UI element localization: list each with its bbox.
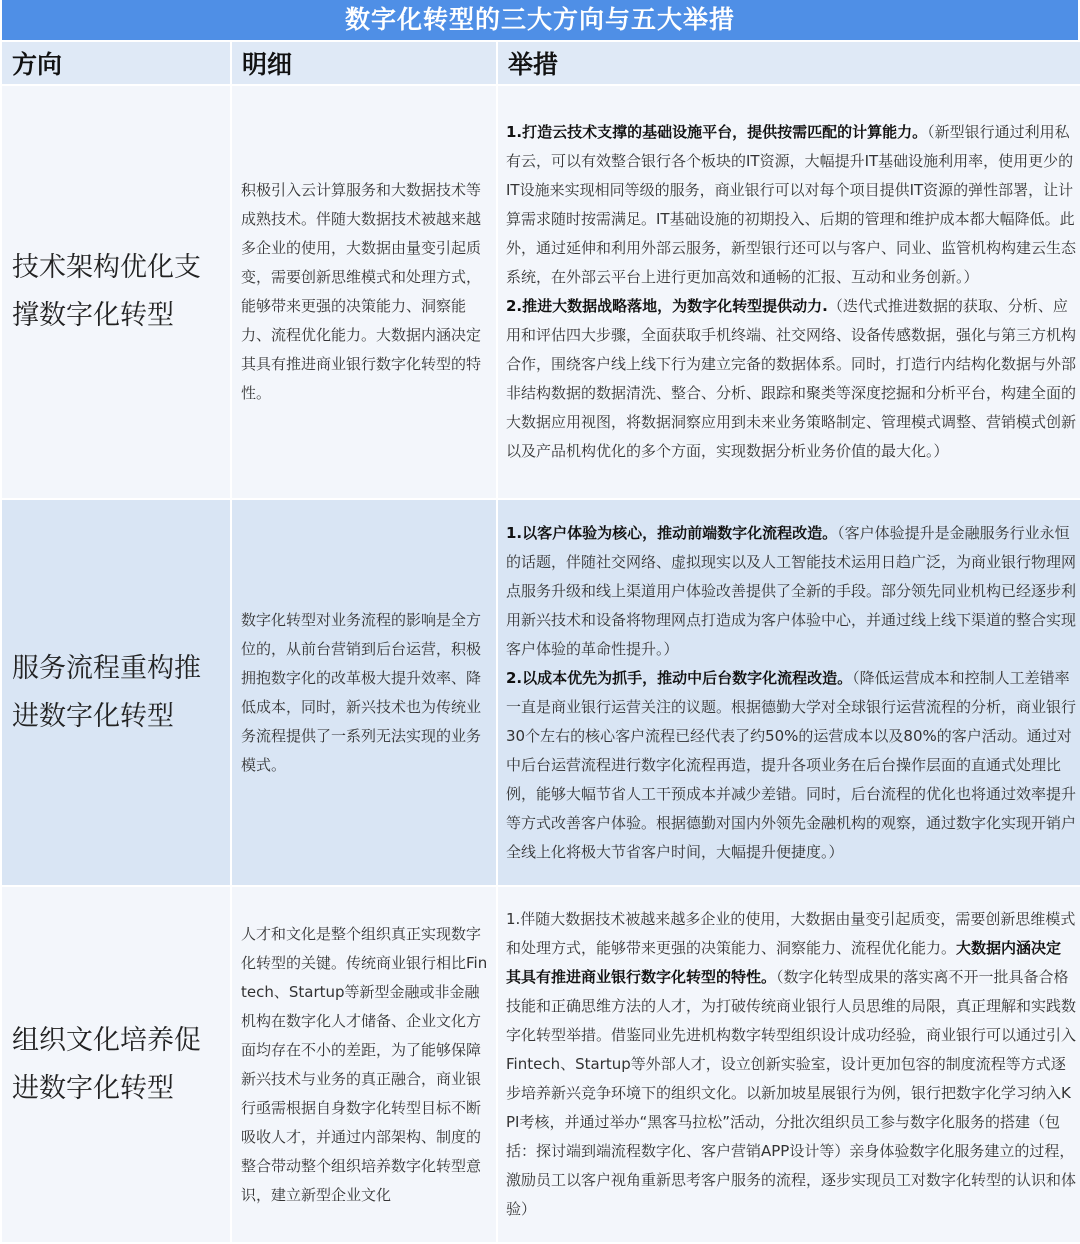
measure-heading: 大数据内涵决定其具有推进商业银行数字化转型的特性。 — [506, 939, 1062, 986]
measure-text: （客户体验提升是金融服务行业永恒的话题，伴随社交网络、虚拟现实以及人工智能技术运用日趋广泛，为商业银行物理网点服务升级和线上渠道用户体验改善提供了全新的手段。部分领先同业机构已经逐步利用新兴技术和设备将物理网点打造成为客户体验中心，并通过线上线下渠道的整合实现客户体验的革命性提升。） — [506, 523, 1077, 658]
direction-cell: 技术架构优化支撑数字化转型 — [1, 85, 231, 499]
header-row — [1, 41, 1080, 85]
detail-cell: 数字化转型对业务流程的影响是全方位的，从前台营销到后台运营，积极拥抱数字化的改革极大提升效率、降低成本，同时，新兴技术也为传统业务流程提供了一系列无法实现的业务模式。 — [231, 499, 497, 886]
measure-intro: 1.伴随大数据技术被越来越多企业的使用，大数据由量变引起质变，需要创新思维模式和处理方式，能够带来更强的决策能力、洞察能力、流程优化能力。 — [506, 910, 1076, 957]
direction-cell: 组织文化培养促进数字化转型 — [1, 886, 231, 1243]
measure-heading: 2.以成本优先为抓手，推动中后台数字化流程改造。 — [506, 668, 853, 687]
measure-item — [506, 292, 1076, 466]
table-row — [1, 886, 1080, 1243]
header-direction: 方向 — [1, 41, 231, 85]
measure-heading: 2.推进大数据战略落地，为数字化转型提供动力. — [506, 297, 828, 315]
measure-cell — [497, 85, 1080, 499]
measure-item — [506, 519, 1076, 664]
header-detail: 明细 — [231, 41, 497, 85]
measures-table — [0, 40, 1080, 1244]
measure-heading: 1.以客户体验为核心，推动前端数字化流程改造。 — [506, 523, 838, 542]
measure-cell — [497, 499, 1080, 886]
measure-text: （新型银行通过利用私有云，可以有效整合银行各个板块的IT资源，大幅提升IT基础设施利用率，使用更少的IT设施来实现相同等级的服务，商业银行可以对每个项目提供IT资源的弹性部署，让计算需求随时按需满足。IT基础设施的初期投入、后期的管理和维护成本都大幅降低。此外，通过延伸和利用外部云服务，新型银行还可以与客户、同业、监管机构构建云生态系统，在外部云平台上进行更加高效和通畅的汇报、互动和业务创新。） — [506, 123, 1077, 286]
table-row — [1, 499, 1080, 886]
measure-text: （数字化转型成果的落实离不开一批具备合格技能和正确思维方法的人才，为打破传统商业银行人员思维的局限，真正理解和实践数字化转型举措。借鉴同业先进机构数字转型组织设计成功经验，商业银行可以通过引入Fintech、Startup等外部人才，设立创新实验室，设计更加包容的制度流程等方式逐步培养新兴竞争环境下的组织文化。以新加坡星展银行为例，银行把数字化学习纳入KPI考核，并通过举办“黑客马拉松”活动，分批次组织员工参与数字化服务的搭建（包括：探讨端到端流程数字化、客户营销APP设计等）亲身体验数字化服务建立的过程，激励员工以客户视角重新思考客户服务的流程，逐步实现员工对数字化转型的认识和体验） — [506, 968, 1077, 1218]
measure-item — [506, 905, 1076, 1224]
table-title: 数字化转型的三大方向与五大举措 — [0, 0, 1080, 40]
measure-cell — [497, 886, 1080, 1243]
detail-cell: 积极引入云计算服务和大数据技术等成熟技术。伴随大数据技术被越来越多企业的使用，大数据由量变引起质变，需要创新思维模式和处理方式，能够带来更强的决策能力、洞察能力、流程优化能力。大数据内涵决定其具有推进商业银行数字化转型的特性。 — [231, 85, 497, 499]
measure-text: （迭代式推进数据的获取、分析、应用和评估四大步骤，全面获取手机终端、社交网络、设备传感数据，强化与第三方机构合作，围绕客户线上线下行为建立完备的数据体系。同时，打造行内结构化数据与外部非结构数据的数据清洗、整合、分析、跟踪和聚类等深度挖掘和分析平台，构建全面的大数据应用视图，将数据洞察应用到未来业务策略制定、管理模式调整、营销模式创新以及产品机构优化的多个方面，实现数据分析业务价值的最大化。） — [506, 297, 1077, 460]
measure-item — [506, 664, 1076, 867]
measure-item — [506, 118, 1076, 292]
direction-cell: 服务流程重构推进数字化转型 — [1, 499, 231, 886]
measure-heading: 1.打造云技术支撑的基础设施平台，提供按需匹配的计算能力。 — [506, 123, 928, 141]
table-row — [1, 85, 1080, 499]
measure-text: （降低运营成本和控制人工差错率一直是商业银行运营关注的议题。根据德勤大学对全球银行运营流程的分析，商业银行30个左右的核心客户流程已经代表了约50%的运营成本以及80%的客户活动。通过对中后台运营流程进行数字化流程再造，提升各项业务在后台操作层面的直通式处理比例，能够大幅节省人工干预成本并减少差错。同时，后台流程的优化也将通过效率提升等方式改善客户体验。根据德勤对国内外领先金融机构的观察，通过数字化实现开销户全线上化将极大节省客户时间，大幅提升便捷度。） — [506, 668, 1077, 861]
detail-cell: 人才和文化是整个组织真正实现数字化转型的关键。传统商业银行相比Fintech、Startup等新型金融或非金融机构在数字化人才储备、企业文化方面均存在不小的差距，为了能够保障新兴技术与业务的真正融合，商业银行亟需根据自身数字化转型目标不断吸收人才，并通过内部架构、制度的整合带动整个组织培养数字化转型意识，建立新型企业文化 — [231, 886, 497, 1243]
header-measure: 举措 — [497, 41, 1080, 85]
